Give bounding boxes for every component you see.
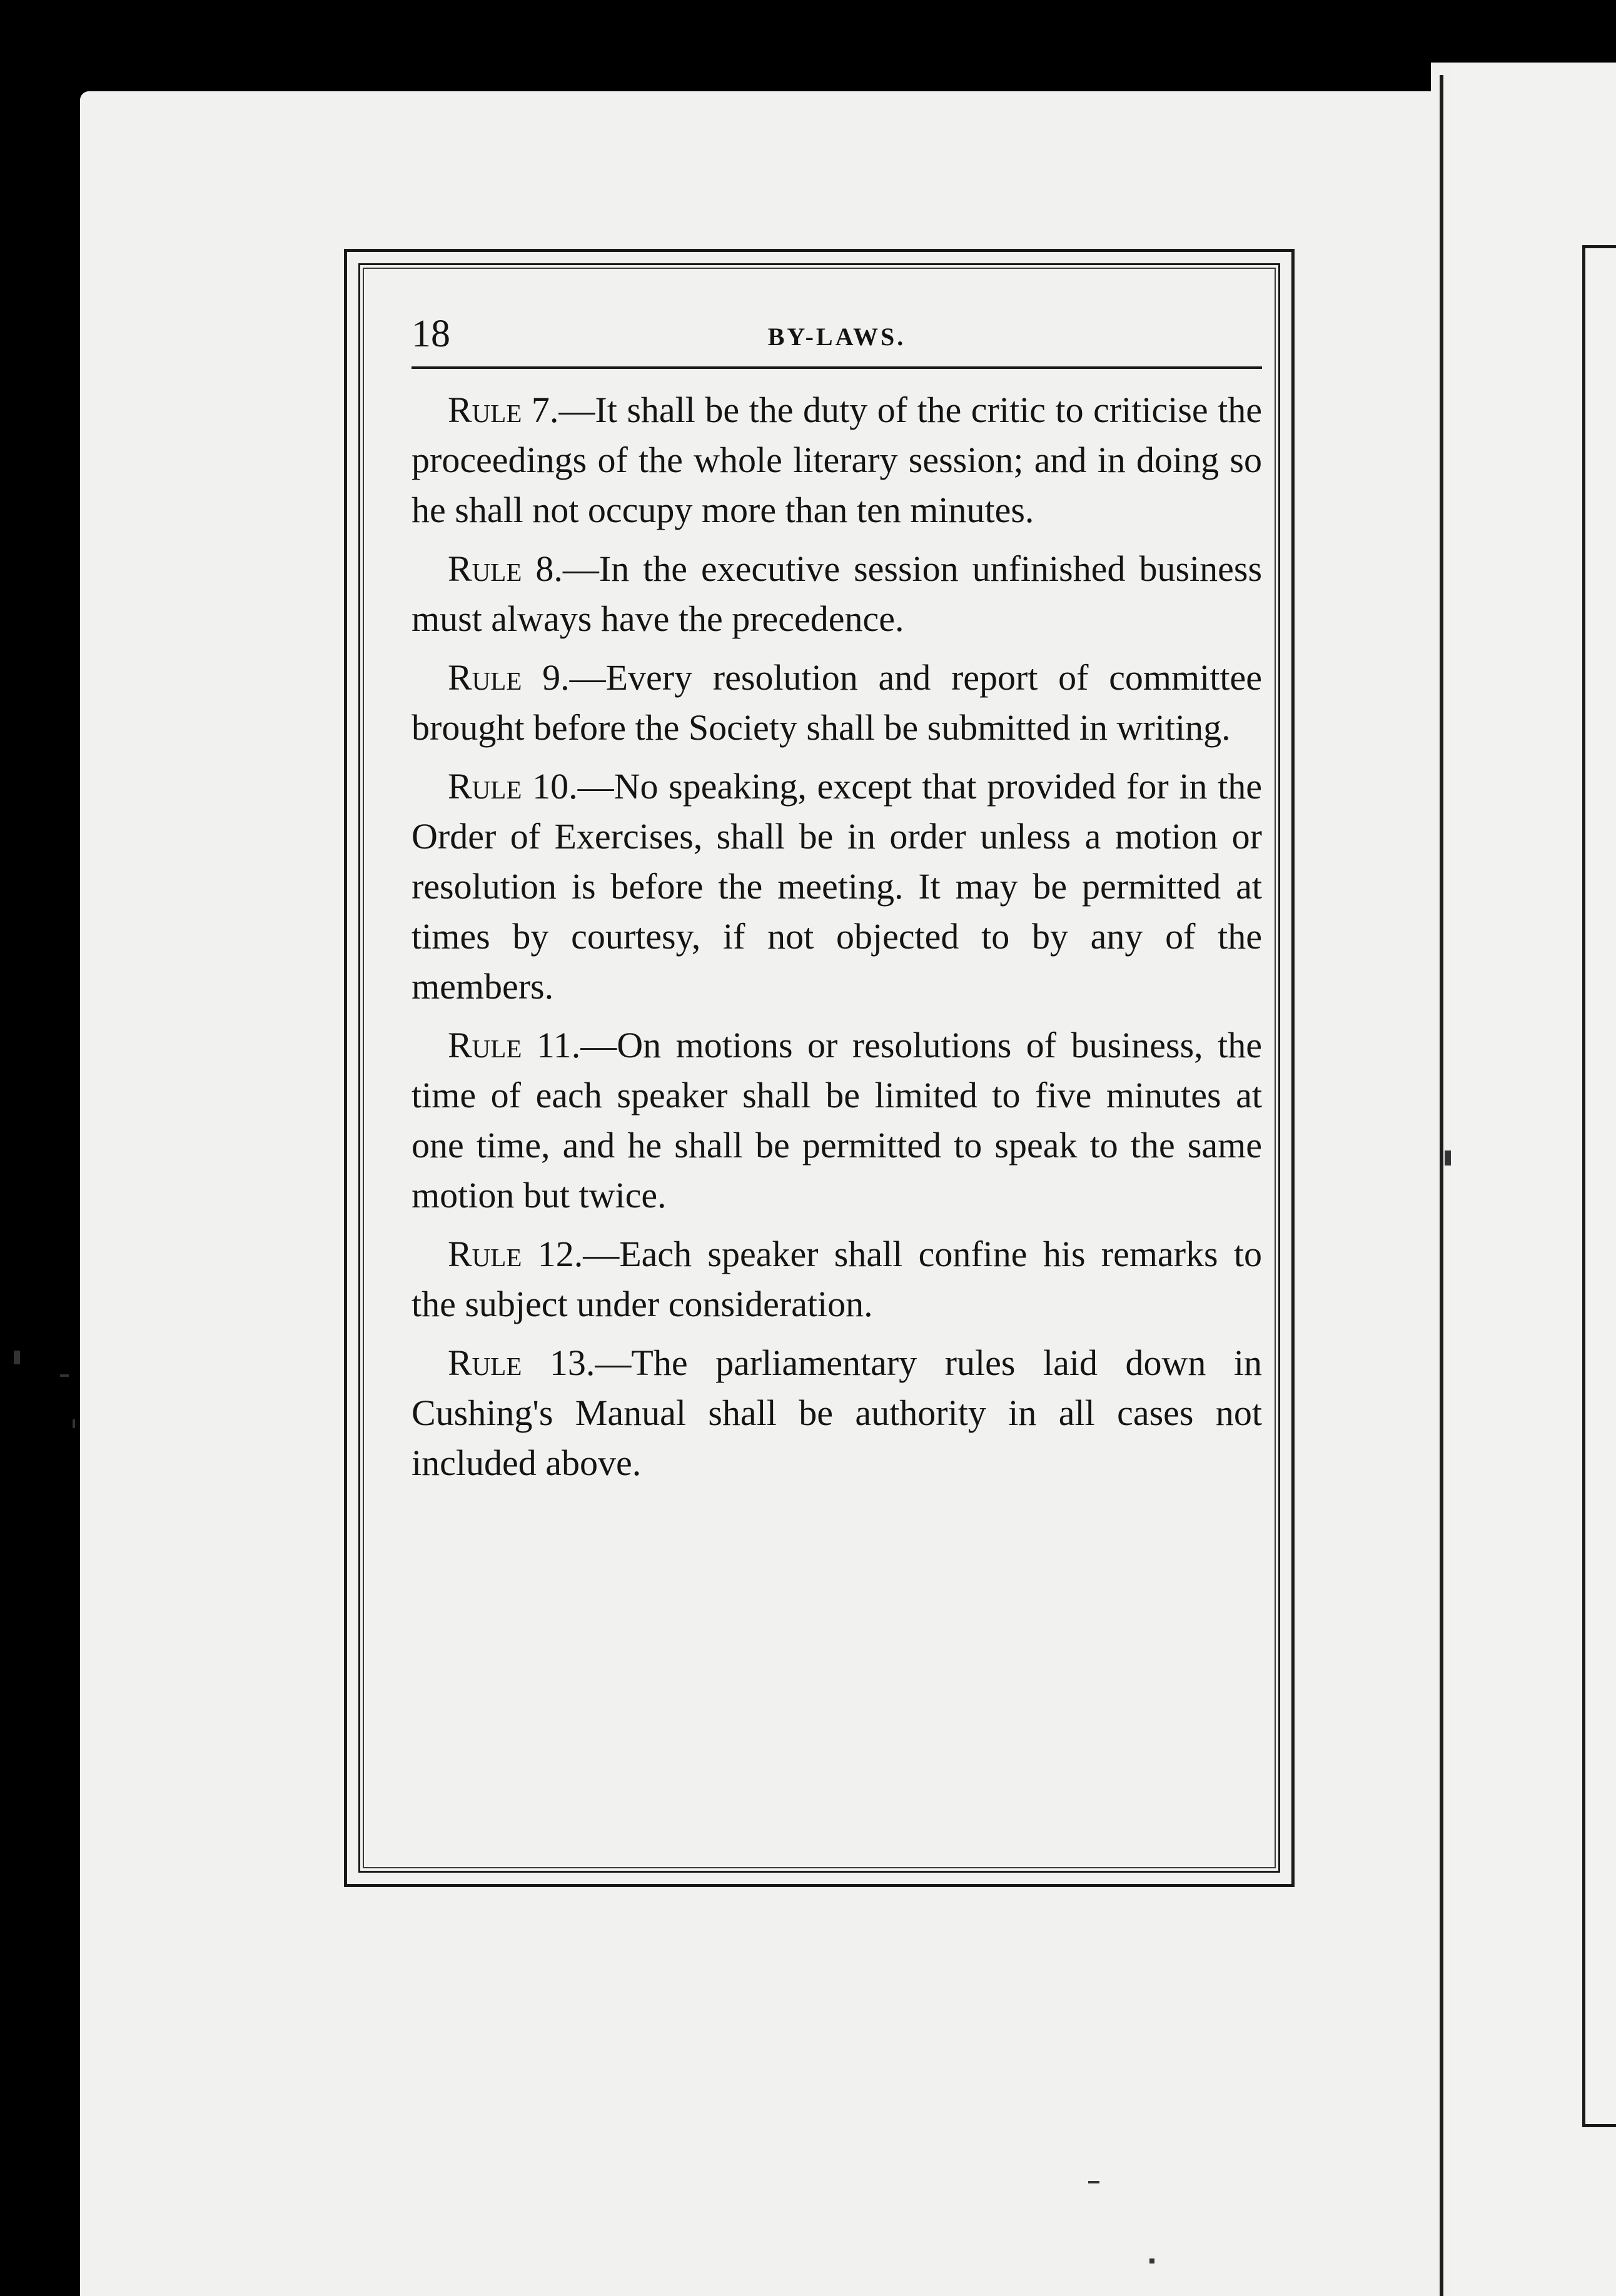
rule-11 — [412, 1020, 1262, 1221]
page-border-inner — [358, 263, 1280, 1873]
rule-number: 8. — [535, 548, 563, 589]
rule-9 — [412, 653, 1262, 753]
rule-label: Rule — [448, 766, 522, 807]
rule-label: Rule — [448, 390, 522, 430]
rule-label: Rule — [448, 548, 522, 589]
running-head-title: BY-LAWS. — [767, 323, 906, 351]
rule-number: 7. — [531, 390, 559, 430]
rule-8 — [412, 544, 1262, 644]
rule-text: —It shall be the duty of the critic to criticise the proceedings of the whole literary session; and in doing so he shall not occupy more than ten minutes. — [412, 390, 1263, 530]
rule-label: Rule — [448, 657, 522, 698]
rule-number: 10. — [532, 766, 578, 807]
page-number: 18 — [412, 313, 450, 355]
gutter-shadow-line — [1440, 75, 1443, 2296]
rule-text: —In the executive session unfinished business must always have the precedence. — [412, 548, 1263, 639]
rule-number: 12. — [537, 1234, 583, 1274]
rule-label: Rule — [448, 1025, 522, 1065]
rule-text: —On motions or resolutions of business, the time of each speaker shall be limited to five minutes at one time, and he shall be permitted to speak to the same motion but twice. — [412, 1025, 1263, 1216]
rule-number: 9. — [542, 657, 570, 698]
rule-13 — [412, 1338, 1262, 1488]
rule-text: —The parliamentary rules laid down in Cushing's Manual shall be authority in all cases not included above. — [412, 1342, 1262, 1483]
rule-label: Rule — [448, 1234, 522, 1274]
rule-number: 13. — [549, 1342, 595, 1383]
rule-text: —No speaking, except that provided for in the Order of Exercises, shall be in order unless a motion or resolution is before the meeting. It may be permitted at times by courtesy, if not objected to by any of the members. — [412, 766, 1262, 1007]
rule-10 — [412, 762, 1262, 1012]
rule-number: 11. — [536, 1025, 581, 1065]
facing-page-border — [1582, 245, 1616, 2127]
rule-12 — [412, 1229, 1262, 1329]
rule-text: —Every resolution and report of committee brought before the Society shall be submitted in writing. — [412, 657, 1262, 748]
running-head — [412, 309, 1262, 369]
page-content — [412, 309, 1262, 1497]
rule-text: —Each speaker shall confine his remarks to the subject under consideration. — [412, 1234, 1263, 1324]
rule-7 — [412, 385, 1262, 535]
page-border-outer — [344, 249, 1295, 1887]
rule-label: Rule — [448, 1342, 522, 1383]
